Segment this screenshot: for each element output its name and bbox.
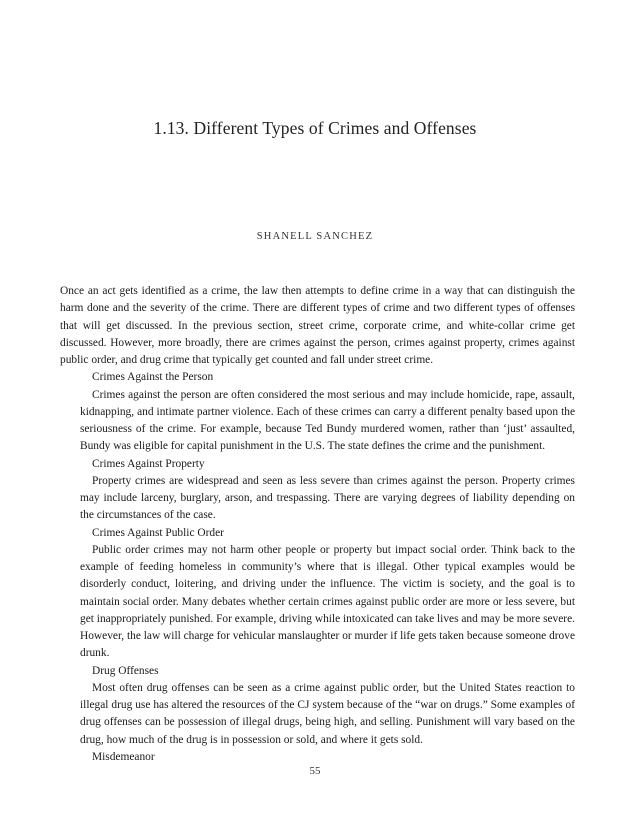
section-heading-misdemeanor: Misdemeanor bbox=[92, 750, 155, 763]
body-text bbox=[60, 283, 575, 766]
intro-paragraph: Once an act gets identified as a crime, the law then attempts to define crime in a way that can distinguish the harm done and the severity of the crime. There are different types of crime and two different types of offenses that will get discussed. In the previous section, street crime, corporate crime, and white-collar crime get discussed. However, more broadly, there are crimes against the person, crimes against property, crimes against public order, and drug crime that typically get counted and fall under street crime. bbox=[60, 285, 575, 366]
section-text-property: Property crimes are widespread and seen as less severe than crimes against the person. Property crimes may include larceny, burglary, arson, and trespassing. There are varying degrees of liability depending on the circumstances of the case. bbox=[80, 474, 575, 522]
section-heading-property: Crimes Against Property bbox=[92, 457, 205, 470]
section-heading-public-order: Crimes Against Public Order bbox=[92, 526, 224, 539]
section-text-public-order: Public order crimes may not harm other people or property but impact social order. Think back to the example of feeding homeless in community’s where that is illegal. Other typical examples would be disorderly conduct, loitering, and driving under the influence. The victim is society, and the goal is to maintain social order. Many debates whether certain crimes against public order are more or less severe, but get inappropriately punished. For example, driving while intoxicated can take lives and may be more severe. However, the law will charge for vehicular manslaughter or murder if life gets taken because someone drove drunk. bbox=[80, 543, 575, 660]
section-heading-drug-offenses: Drug Offenses bbox=[92, 664, 159, 677]
section-text-person: Crimes against the person are often considered the most serious and may include homicide, rape, assault, kidnapping, and intimate partner violence. Each of these crimes can carry a different penalty based upon the seriousness of the crime. For example, because Ted Bundy murdered women, rather than ‘just’ assaulted, Bundy was eligible for capital punishment in the U.S. The state defines the crime and the punishment. bbox=[80, 388, 575, 453]
chapter-title: 1.13. Different Types of Crimes and Offenses bbox=[153, 118, 477, 138]
section-heading-person: Crimes Against the Person bbox=[92, 371, 214, 384]
author-name: SHANELL SANCHEZ bbox=[256, 231, 374, 242]
section-text-drug-offenses: Most often drug offenses can be seen as a crime against public order, but the United States reaction to illegal drug use has altered the resources of the CJ system because of the “war on drugs.” Some examples of drug offenses can be possession of illegal drugs, being high, and selling. Punishment will vary based on the drug, how much of the drug is in possession or sold, and where it gets sold. bbox=[80, 681, 575, 746]
page-number: 55 bbox=[309, 765, 321, 777]
